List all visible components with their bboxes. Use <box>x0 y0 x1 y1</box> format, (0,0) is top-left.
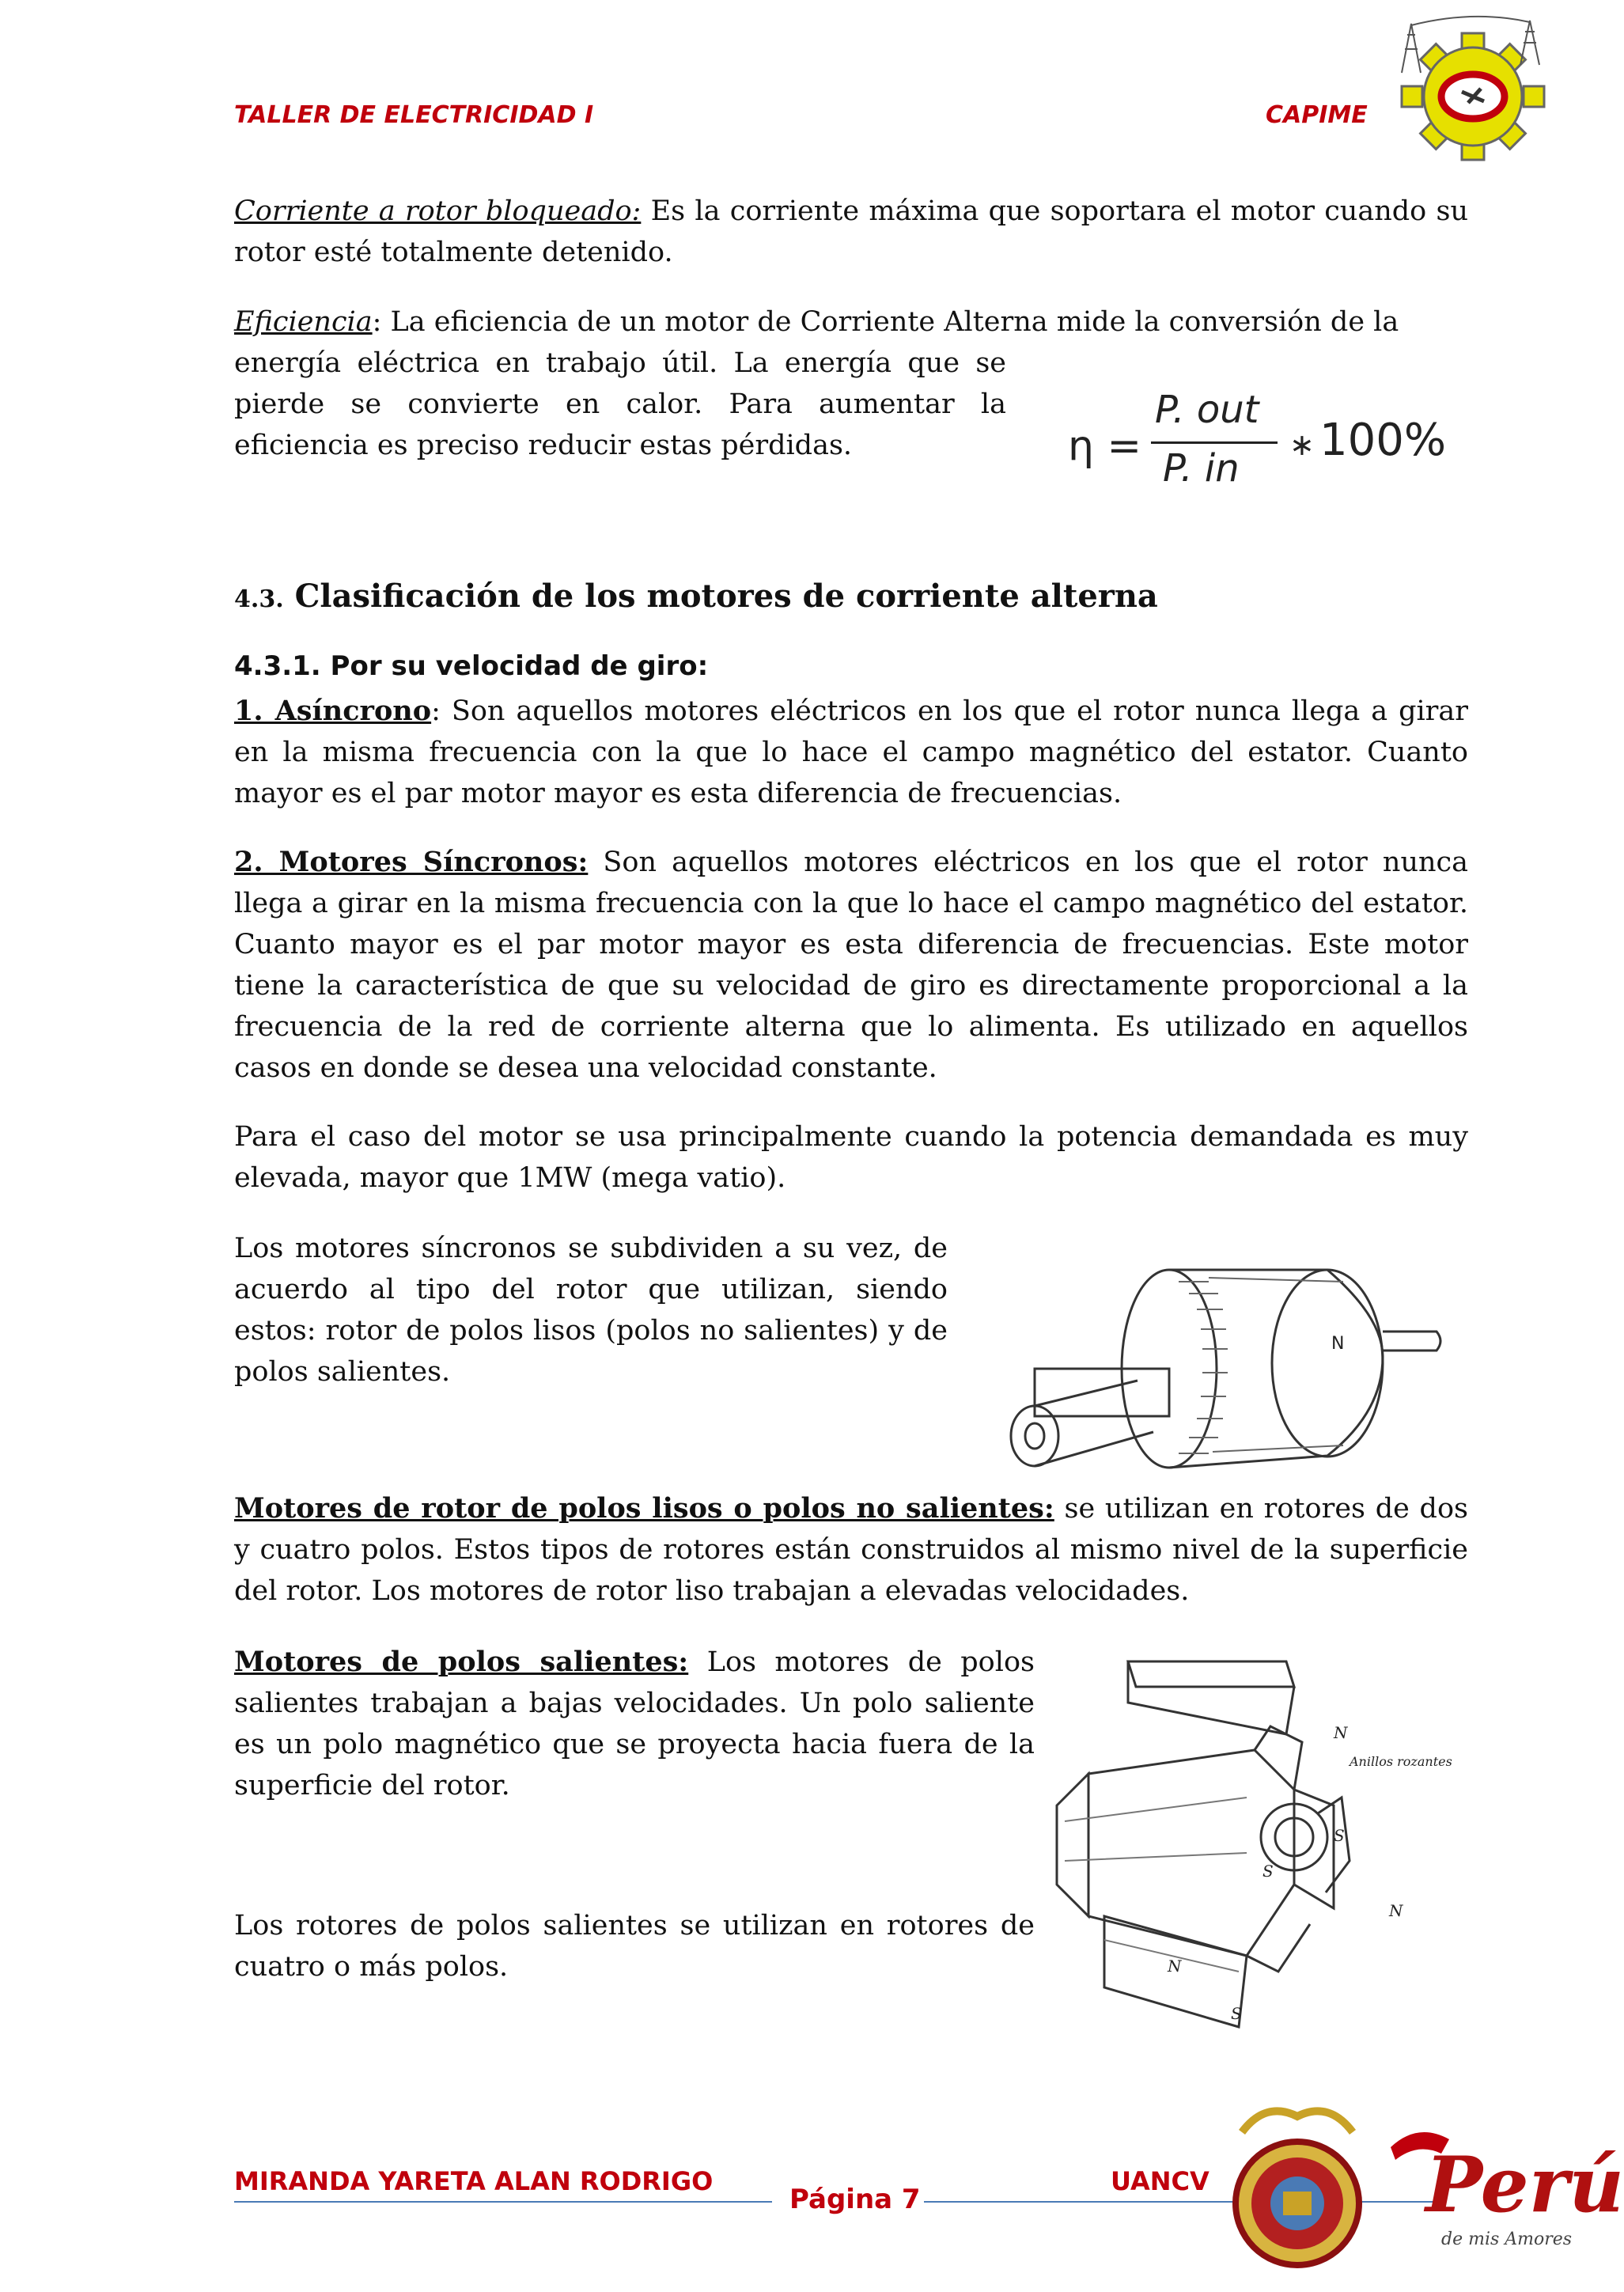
footer-institution: UANCV <box>1111 2166 1209 2196</box>
text-eficiencia-line1: : La eficiencia de un motor de Corriente Alterna mide la conversión de la <box>372 306 1399 338</box>
rotor-liso-pole-label: N <box>1331 1334 1345 1354</box>
peru-logo-text: Perú <box>1425 2140 1624 2229</box>
peru-logo-subtext: de mis Amores <box>1441 2229 1573 2249</box>
section-title <box>234 578 1421 615</box>
formula-value: 100% <box>1319 415 1447 466</box>
subsection-title: 4.3.1. Por su velocidad de giro: <box>234 650 709 682</box>
footer-line-right <box>924 2201 1446 2203</box>
paragraph-sincronos <box>234 842 1468 1089</box>
text-rotor-bloqueado: Es la corriente máxima que soportara el motor cuando su rotor esté totalmente detenido. <box>234 195 1468 268</box>
crest-icon <box>1234 2101 1361 2283</box>
paragraph-caso-motor: Para el caso del motor se usa principalmente cuando la potencia demandada es muy elevada, mayor que 1MW (mega vatio). <box>234 1121 1468 1194</box>
text-sincronos: Son aquellos motores eléctricos en los que el rotor nunca llega a girar en la misma frecuencia con la que lo hace el campo magnético del estator. Cuanto mayor es el par motor mayor es esta diferencia de frecuencias. Este motor tiene la característica de que su velocidad de giro es directamente proporcional a la frecuencia de la red de corriente alterna que lo alimenta. Es utilizado en aquellos casos en donde se desea una velocidad constante. <box>234 847 1468 1084</box>
label-asincrono: 1. Asíncrono <box>234 695 432 727</box>
label-rotor-bloqueado: Corriente a rotor bloqueado: <box>234 195 642 227</box>
paragraph-rotores-salientes: Los rotores de polos salientes se utilizan en rotores de cuatro o más polos. <box>234 1910 1035 1983</box>
paragraph-eficiencia-rest: energía eléctrica en trabajo útil. La energía que se pierde se convierte en calor. Para aumentar la eficiencia es preciso reducir estas pérdidas. <box>234 347 1006 461</box>
formula-eta: η = <box>1068 422 1142 470</box>
rotor-salientes-illustration <box>1057 1655 1452 2043</box>
rotor-liso-illustration <box>971 1238 1446 1476</box>
capime-logo <box>1386 17 1560 160</box>
gear-logo-icon <box>1386 17 1560 160</box>
formula-denominator: P. in <box>1163 446 1240 491</box>
uancv-crest-logo <box>1234 2101 1361 2283</box>
text-polos-salientes: Los motores de polos salientes trabajan a bajas velocidades. Un polo saliente es un polo magnético que se proyecta hacia fuera de la superficie del rotor. <box>234 1646 1035 1801</box>
salientes-label-4: S <box>1262 1862 1274 1881</box>
footer-page-number: Página 7 <box>789 2184 921 2215</box>
salientes-label-1: N <box>1334 1723 1348 1742</box>
formula-times: ∗ <box>1289 427 1315 462</box>
label-polos-salientes: Motores de polos salientes: <box>234 1646 689 1678</box>
salientes-label-6: S <box>1231 2004 1242 2023</box>
figure-rotor-polos-salientes <box>1057 1655 1452 2043</box>
salientes-label-5: N <box>1168 1957 1182 1976</box>
paragraph-asincrono <box>234 691 1468 814</box>
section-title-text: Clasificación de los motores de corriente alterna <box>283 578 1158 615</box>
label-eficiencia: Eficiencia <box>234 306 373 338</box>
formula-numerator: P. out <box>1155 388 1259 432</box>
efficiency-formula <box>1060 388 1447 498</box>
paragraph-polos-lisos <box>234 1488 1468 1612</box>
label-sincronos: 2. Motores Síncronos: <box>234 846 589 878</box>
salientes-label-3: N <box>1389 1901 1403 1920</box>
header-left: TALLER DE ELECTRICIDAD I <box>234 101 594 129</box>
footer-author: MIRANDA YARETA ALAN RODRIGO <box>234 2166 714 2196</box>
anillos-label: Anillos rozantes <box>1350 1754 1452 1769</box>
formula-fraction-bar <box>1151 441 1278 444</box>
header-right: CAPIME <box>1266 101 1368 129</box>
footer-line-left <box>234 2201 772 2203</box>
section-number: 4.3. <box>234 585 284 613</box>
salientes-label-2: S <box>1334 1826 1345 1845</box>
paragraph-rotor-bloqueado <box>234 191 1468 273</box>
peru-logo <box>1386 2119 1624 2261</box>
figure-rotor-polos-lisos <box>971 1238 1446 1476</box>
paragraph-eficiencia-line1 <box>234 301 1468 343</box>
text-asincrono: : Son aquellos motores eléctricos en los que el rotor nunca llega a girar en la misma frecuencia con la que lo hace el campo magnético del estator. Cuanto mayor es el par motor mayor es esta diferencia de frecuencias. <box>234 695 1468 809</box>
label-polos-lisos: Motores de rotor de polos lisos o polos no salientes: <box>234 1492 1054 1525</box>
text-polos-lisos: se utilizan en rotores de dos y cuatro polos. Estos tipos de rotores están construidos al mismo nivel de la superficie del rotor. Los motores de rotor liso trabajan a elevadas velocidades. <box>234 1493 1468 1607</box>
paragraph-polos-salientes <box>234 1642 1035 1806</box>
paragraph-subdividen: Los motores síncronos se subdividen a su vez, de acuerdo al tipo del rotor que utilizan, siendo estos: rotor de polos lisos (polos no salientes) y de polos salientes. <box>234 1233 948 1388</box>
